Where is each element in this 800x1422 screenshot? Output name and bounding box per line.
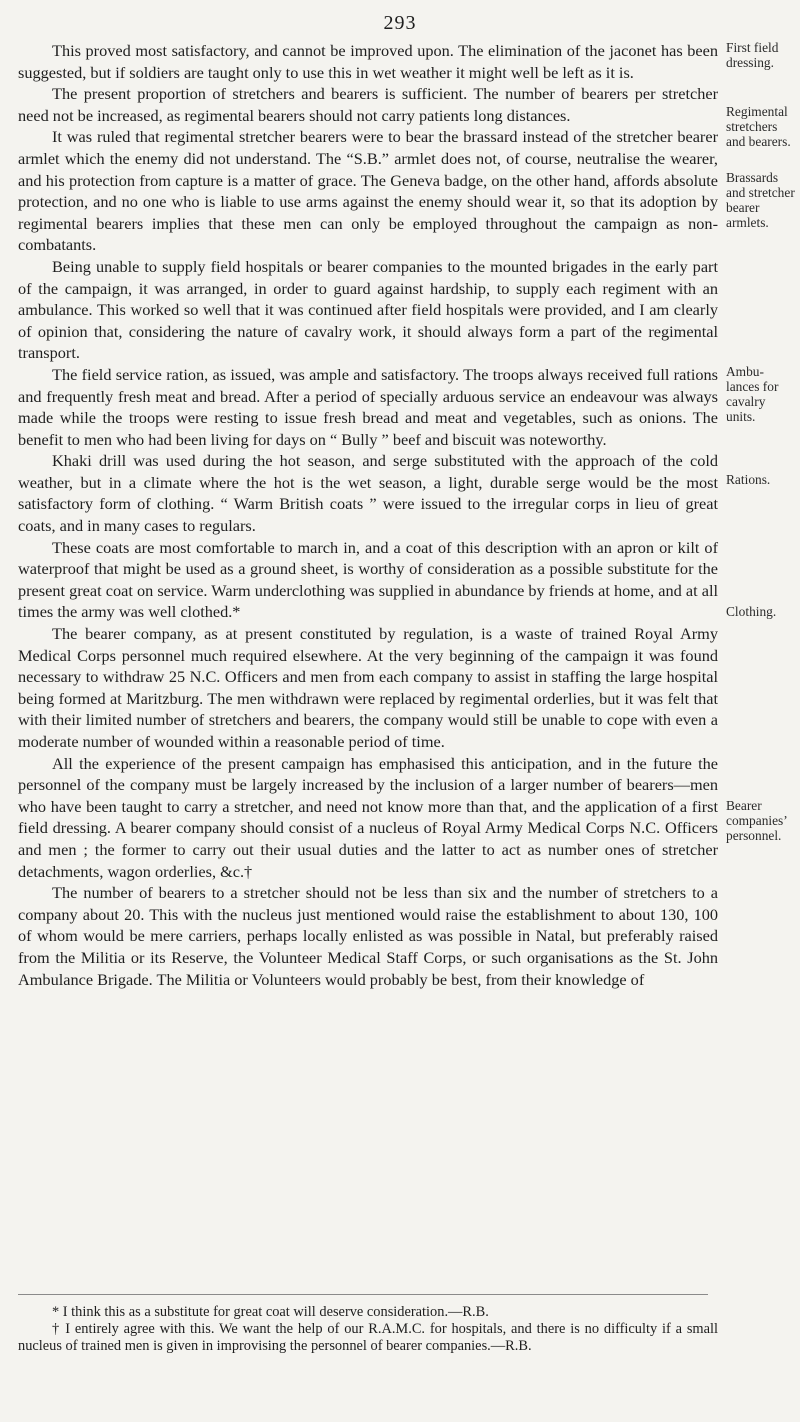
side-note-bearer-companies: Bearer companies’ personnel. (726, 798, 787, 843)
paragraph-brassards: It was ruled that regimental stretcher bearers were to bear the brassard instead of the stretcher bearer armlet which the enemy did not understand. The “S.B.” armlet does not, of course, neutralise the wearer, and his protection from capture is a matter of grace. The Geneva badge, on the other hand, affords absolute protection, and no one who is liable to use arms against the enemy should wear it, so that its adoption by regimental bearers implies that these men can only be employed throughout the campaign as non-combatants. (18, 127, 718, 255)
side-note-regimental-stretchers: Regimental stretchers and bearers. (726, 104, 791, 149)
page-number: 293 (383, 12, 417, 34)
side-note-brassards: Brassards and stretcher bearer armlets. (726, 170, 795, 230)
side-note-rations: Rations. (726, 472, 771, 487)
paragraph-rations: The field service ration, as issued, was ample and satisfactory. The troops always received full rations and frequently fresh meat and bread. After a period of specially arduous service an endeavour was always made while the troops were resting to issue fresh bread and meat and vegetables, such as onions. The benefit to men who had been living for days on “ Bully ” beef and biscuit was noteworthy. (18, 364, 718, 449)
paragraph-ambulances: Being unable to supply field hospitals or bearer companies to the mounted brigades in the early part of the campaign, it was arranged, in order to guard against hardship, to supply each regiment with an ambulance. This worked so well that it was continued after field hospitals were provided, and I am clearly of opinion that, considering the nature of cavalry work, it should always form a part of the regimental transport. (18, 256, 718, 363)
paragraph-bearer-company: The bearer company, as at present constituted by regulation, is a waste of trained Royal Army Medical Corps personnel much required elsewhere. At the very beginning of the campaign it was found necessary to withdraw 25 N.C. Officers and men from each company to assist in staffing the large hospital being formed at Maritzburg. The men withdrawn were replaced by regimental orderlies, but it was felt that with their limited number of stretchers and bearers, the company would still be unable to cope with even a moderate number of wounded within a reasonable period of time. (18, 624, 718, 751)
side-note-ambulances: Ambu-lances for cavalry units. (726, 364, 779, 424)
paragraph-first-field-dressing: This proved most satisfactory, and cannot be improved upon. The elimination of the jaconet has been suggested, but if soldiers are taught only to use this in wet weather it might well be left as it is. (18, 41, 718, 82)
paragraph-coats: These coats are most comfortable to march in, and a coat of this description with an apron or kilt of waterproof that might be used as a ground sheet, is worthy of consideration as a possible substitute for the present great coat on service. Warm underclothing was supplied in abundance by friends at home, and at all times the army was well clothed.* (18, 537, 718, 622)
footnotes (18, 1304, 718, 1355)
side-note-first-field-dressing: First field dressing. (726, 40, 779, 70)
footnote-great-coat: * I think this as a substitute for great coat will deserve consideration.—R.B. (52, 1304, 489, 1320)
footnote-divider (18, 1294, 708, 1295)
paragraph-experience: All the experience of the present campaign has emphasised this anticipation, and in the future the personnel of the company must be largely increased by the inclusion of a larger number of bearers—men who have been taught to carry a stretcher, and need not know more than that, and the application of a first field dressing. A bearer company should consist of a nucleus of Royal Army Medical Corps N.C. Officers and men ; the former to carry out their usual duties and the latter to act as number ones of stretcher detachments, wagon orderlies, &c.† (18, 753, 718, 881)
side-note-clothing: Clothing. (726, 604, 777, 619)
paragraph-clothing: Khaki drill was used during the hot season, and serge substituted with the approach of the cold weather, but in a climate where the hot is the wet season, a light, durable serge would be the most satisfactory form of clothing. “ Warm British coats ” were issued to the irregular corps in lieu of great coats, and in many cases to regulars. (18, 451, 718, 536)
footnote-ramc: † I entirely agree with this. We want the help of our R.A.M.C. for hospitals, and there is no difficulty if a small nucleus of trained men is given in improvising the personnel of bearer companies.—R.B. (18, 1321, 718, 1354)
main-text (18, 40, 718, 990)
paragraph-number-of-bearers: The number of bearers to a stretcher should not be less than six and the number of stretchers to a company about 20. This with the nucleus just mentioned would raise the establishment to about 130, 100 of whom would be mere carriers, perhaps locally enlisted as was possible in Natal, but preferably raised from the Militia or its Reserve, the Volunteer Medical Staff Corps, or such organisations as the St. John Ambulance Brigade. The Militia or Volunteers would probably be best, from their knowledge of (18, 883, 718, 989)
paragraph-stretchers-proportion: The present proportion of stretchers and bearers is sufficient. The number of bearers per stretcher need not be increased, as regimental bearers should not carry patients long distances. (18, 84, 718, 125)
